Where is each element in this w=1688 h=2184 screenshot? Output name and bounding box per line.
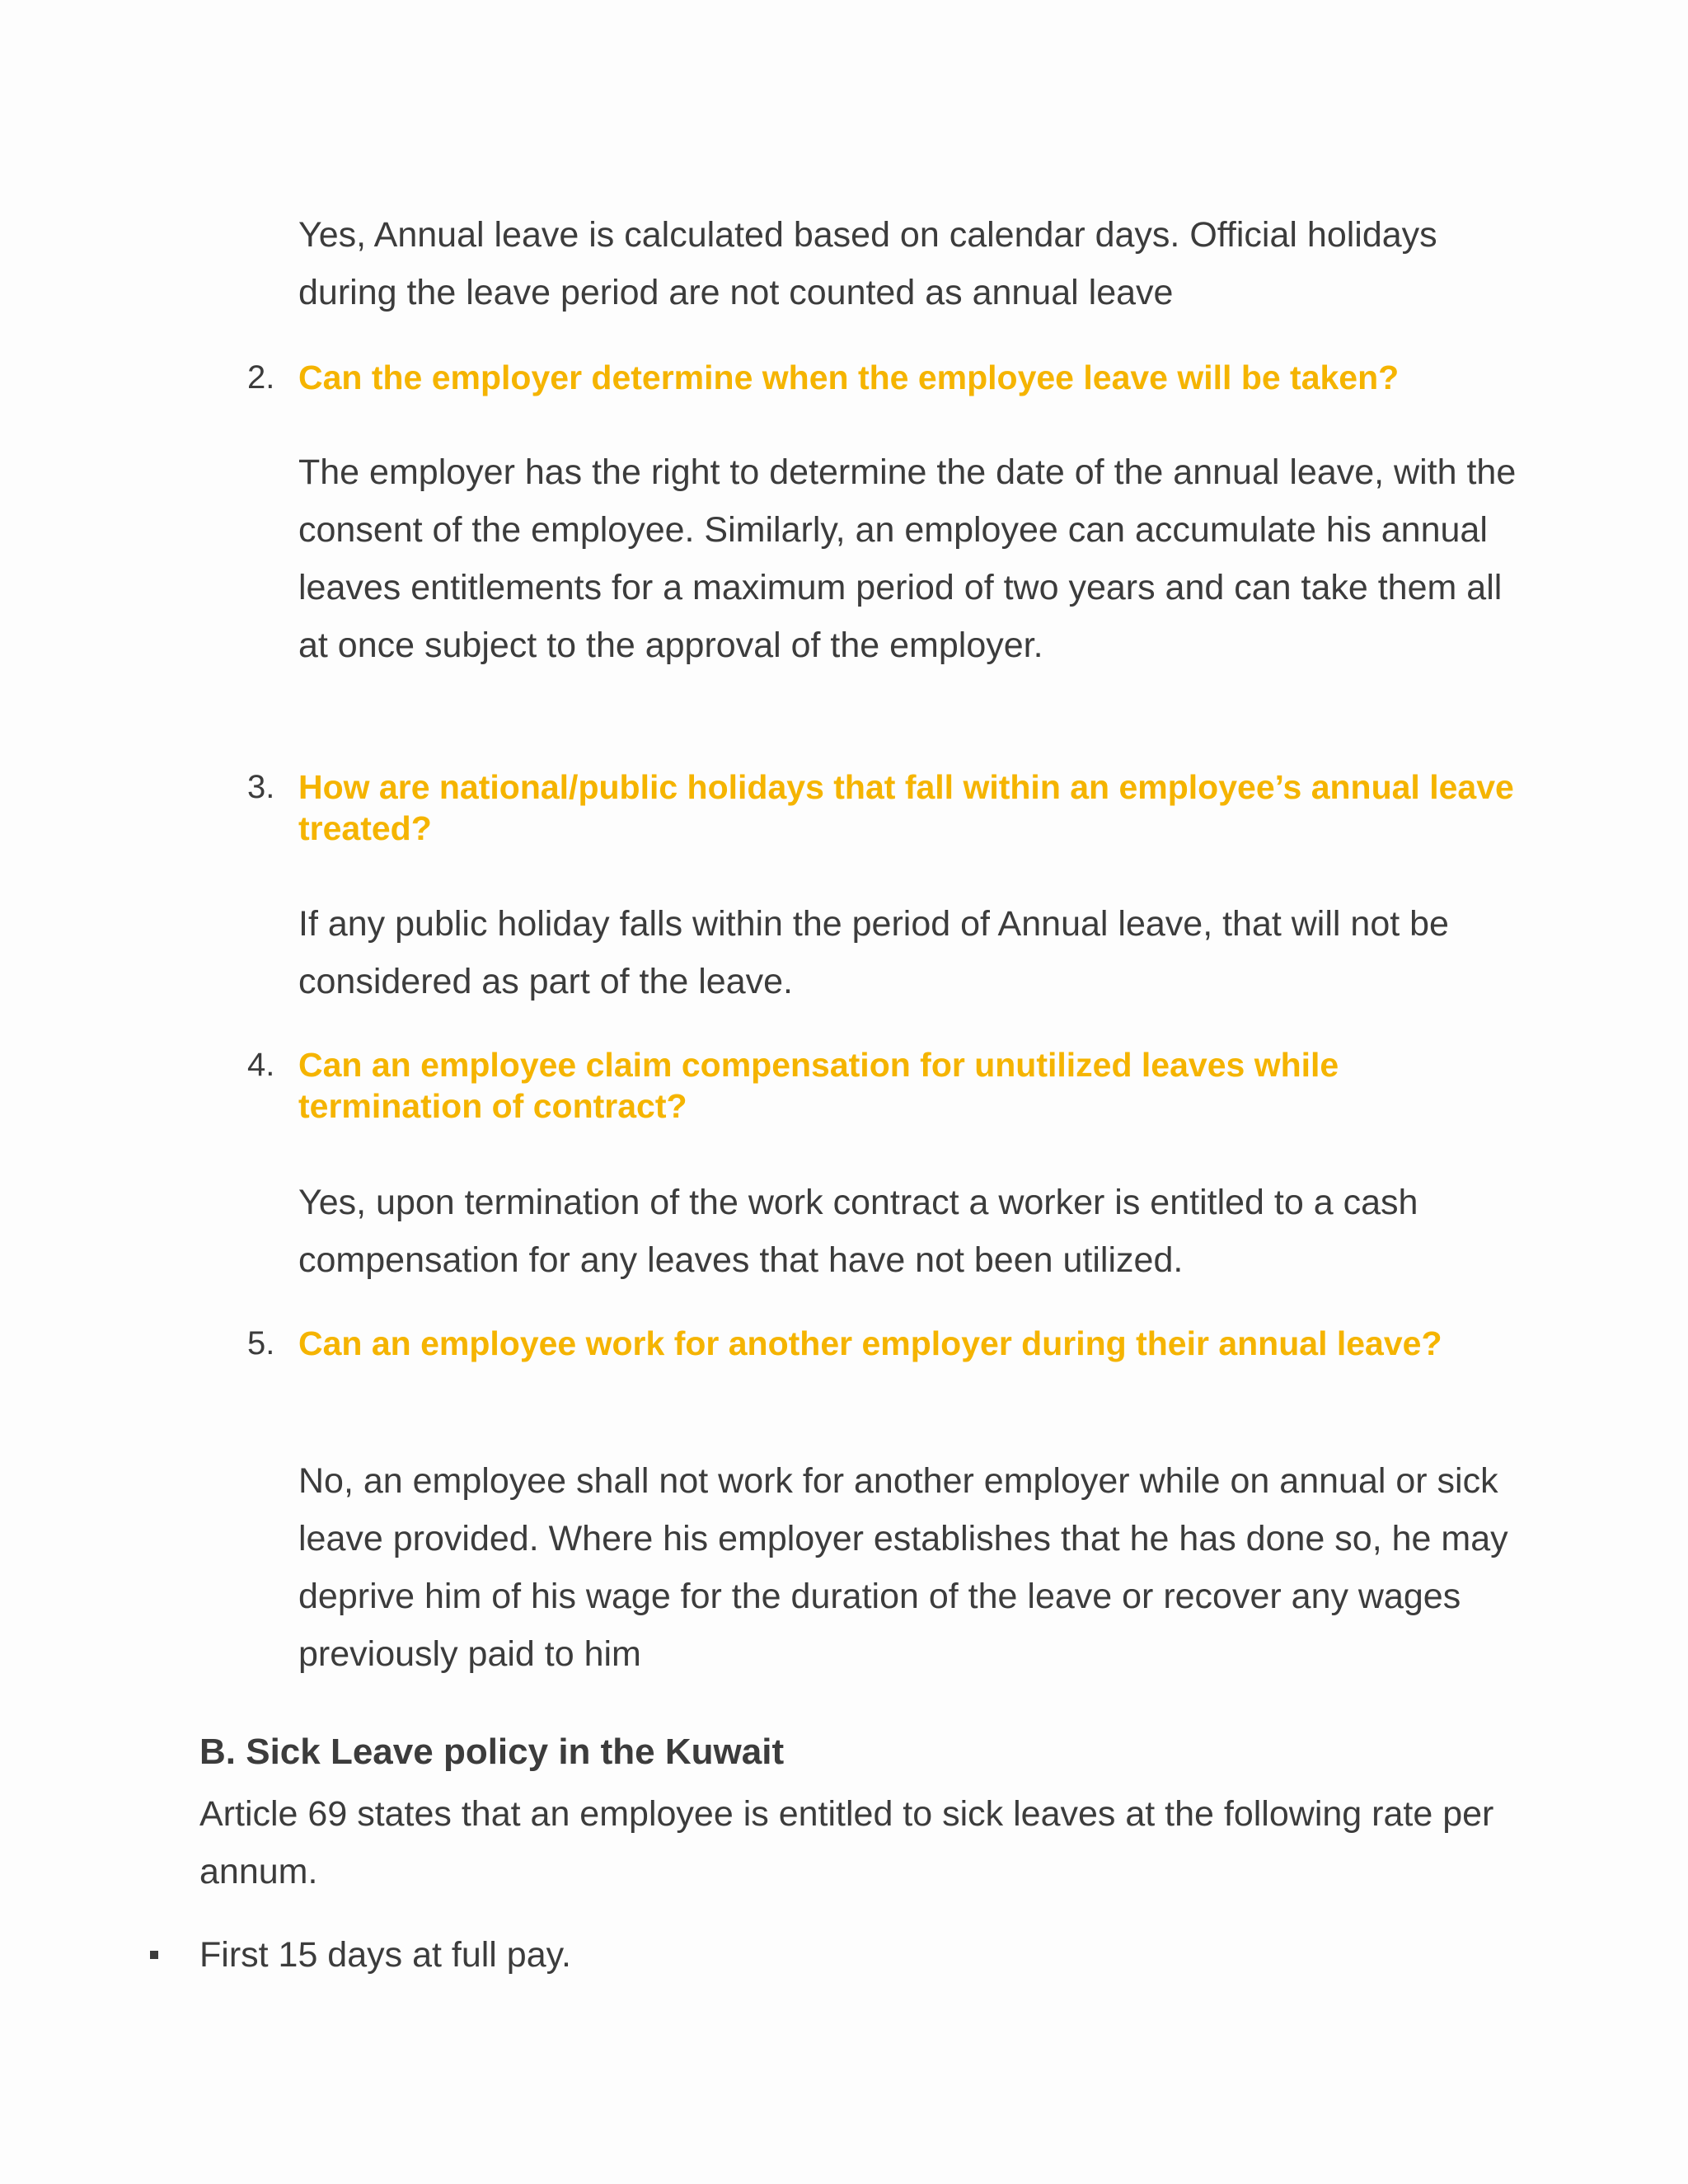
question-number-5: 5. <box>247 1325 275 1361</box>
answer-3: If any public holiday falls within the period of Annual leave, that will not be considered as part of the leave. <box>298 904 1449 1001</box>
answer-2: The employer has the right to determine the date of the annual leave, with the consent of the employee. Similarly, an employee can accumulate his annual leaves entitlements for a maximum period of two years and can take them all at once subject to the approval of the employer. <box>298 452 1517 665</box>
answer-5: No, an employee shall not work for another employer while on annual or sick leave provided. Where his employer establishes that he has done so, he may deprive him of his wage for the duration of the leave or recover any wages previously paid to him <box>298 1461 1508 1674</box>
bullet-item-1: First 15 days at full pay. <box>199 1935 571 1975</box>
question-2: Can the employer determine when the employee leave will be taken? <box>298 359 1400 396</box>
question-4: Can an employee claim compensation for unutilized leaves while termination of contract? <box>298 1046 1339 1125</box>
question-number-4: 4. <box>247 1047 275 1083</box>
question-5: Can an employee work for another employer during their annual leave? <box>298 1324 1442 1362</box>
section-body: Article 69 states that an employee is entitled to sick leaves at the following rate per annum. <box>199 1794 1494 1891</box>
answer-4: Yes, upon termination of the work contract a worker is entitled to a cash compensation for any leaves that have not been utilized. <box>298 1183 1418 1280</box>
bullet-marker <box>150 1951 158 1959</box>
intro-answer: Yes, Annual leave is calculated based on calendar days. Official holidays during the leave period are not counted as annual leave <box>298 215 1437 312</box>
question-3: How are national/public holidays that fall within an employee’s annual leave treated? <box>298 768 1514 847</box>
question-number-3: 3. <box>247 769 275 805</box>
question-number-2: 2. <box>247 359 275 396</box>
section-heading: B. Sick Leave policy in the Kuwait <box>199 1732 785 1772</box>
